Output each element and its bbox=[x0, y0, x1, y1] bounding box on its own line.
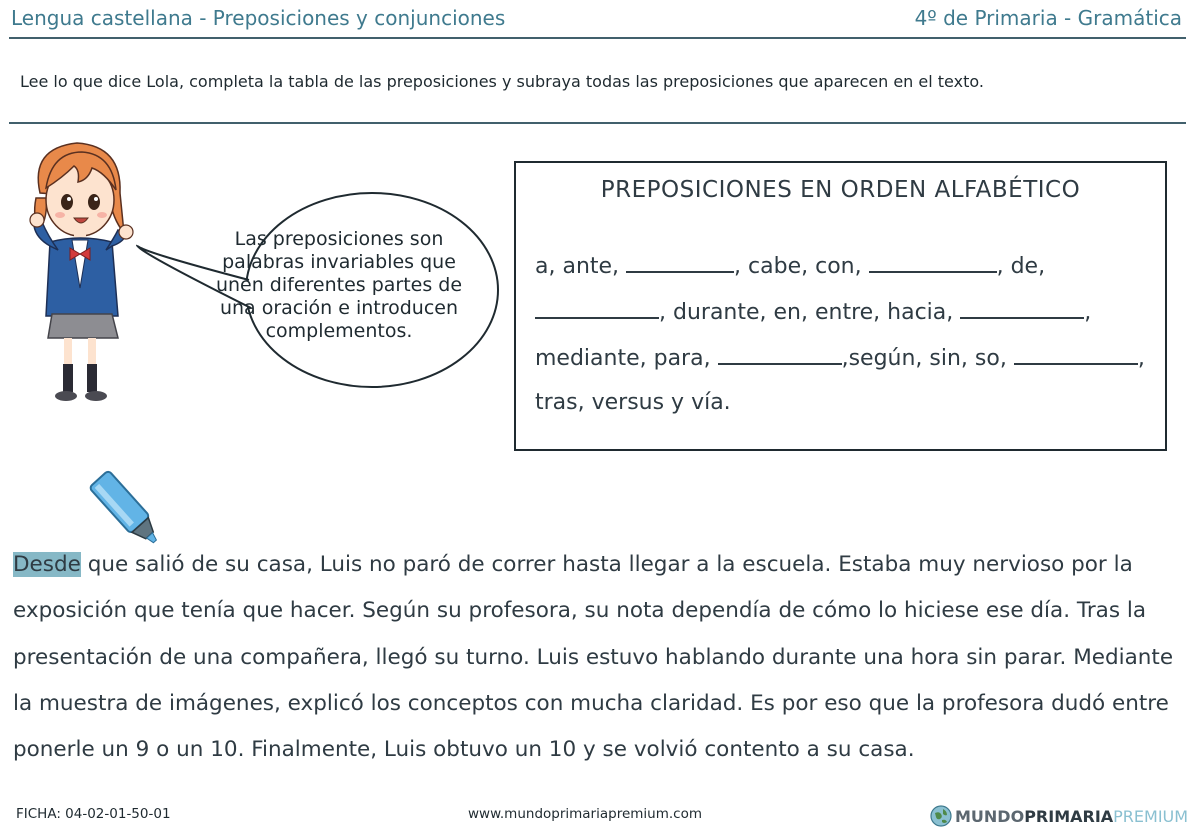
prepositions-table-title: PREPOSICIONES EN ORDEN ALFABÉTICO bbox=[600, 177, 1081, 203]
fill-in-blank[interactable] bbox=[626, 253, 734, 273]
prepositions-text: , de, bbox=[996, 254, 1046, 279]
brand-part-mundo: MUNDO bbox=[955, 806, 1025, 826]
fill-in-blank[interactable] bbox=[960, 299, 1084, 319]
website-url[interactable]: www.mundoprimariapremium.com bbox=[468, 806, 702, 822]
brand-part-primaria: PRIMARIA bbox=[1024, 806, 1114, 826]
highlighted-word[interactable]: Desde bbox=[13, 552, 81, 577]
prepositions-text: ,según, sin, so, bbox=[841, 346, 1014, 371]
prepositions-list bbox=[535, 253, 1145, 437]
prepositions-text: mediante, para, bbox=[535, 346, 718, 371]
prepositions-line bbox=[535, 253, 1145, 299]
instruction-divider bbox=[9, 122, 1186, 124]
prepositions-text: tras, versus y vía. bbox=[535, 390, 731, 415]
prepositions-line bbox=[535, 391, 1145, 437]
fill-in-blank[interactable] bbox=[718, 345, 842, 365]
speech-bubble-text: Las preposiciones son palabras invariables que unen diferentes partes de una oración e introducen complementos. bbox=[215, 228, 463, 342]
prepositions-text: , cabe, con, bbox=[734, 254, 869, 279]
paragraph-text: que salió de su casa, Luis no paró de correr hasta llegar a la escuela. Estaba muy nervioso por la exposición que tenía que hacer. Según su profesora, su nota dependía de cómo lo hiciese ese día. Tras la presentación de una compañera, llegó su turno. Luis estuvo hablando durante una hora sin parar. Mediante la muestra de imágenes, explicó los conceptos con mucha claridad. Es por eso que la profesora dudó entre ponerle un 9 o un 10. Finalmente, Luis obtuvo un 10 y se volvió contento a su casa. bbox=[13, 552, 1174, 763]
prepositions-text: , bbox=[1084, 300, 1092, 325]
globe-logo-icon bbox=[930, 805, 952, 827]
exercise-paragraph bbox=[13, 542, 1193, 773]
fill-in-blank[interactable] bbox=[1014, 345, 1138, 365]
prepositions-line bbox=[535, 299, 1145, 345]
header-divider bbox=[9, 37, 1186, 39]
fill-in-blank[interactable] bbox=[869, 253, 997, 273]
fill-in-blank[interactable] bbox=[535, 299, 659, 319]
prepositions-table bbox=[514, 161, 1167, 451]
prepositions-line bbox=[535, 345, 1145, 391]
worksheet-subject-title: Lengua castellana - Preposiciones y conjunciones bbox=[11, 6, 506, 30]
worksheet-code: FICHA: 04-02-01-50-01 bbox=[16, 806, 171, 822]
instruction-text: Lee lo que dice Lola, completa la tabla de las preposiciones y subraya todas las preposiciones que aparecen en el texto. bbox=[20, 72, 984, 91]
prepositions-text: a, ante, bbox=[535, 254, 627, 279]
brand-logo bbox=[930, 804, 1188, 828]
worksheet-grade-title: 4º de Primaria - Gramática bbox=[914, 6, 1182, 30]
prepositions-text: , durante, en, entre, hacia, bbox=[659, 300, 961, 325]
brand-part-premium: PREMIUM bbox=[1113, 806, 1189, 826]
prepositions-text: , bbox=[1137, 346, 1145, 371]
highlighter-marker-icon bbox=[80, 455, 176, 547]
